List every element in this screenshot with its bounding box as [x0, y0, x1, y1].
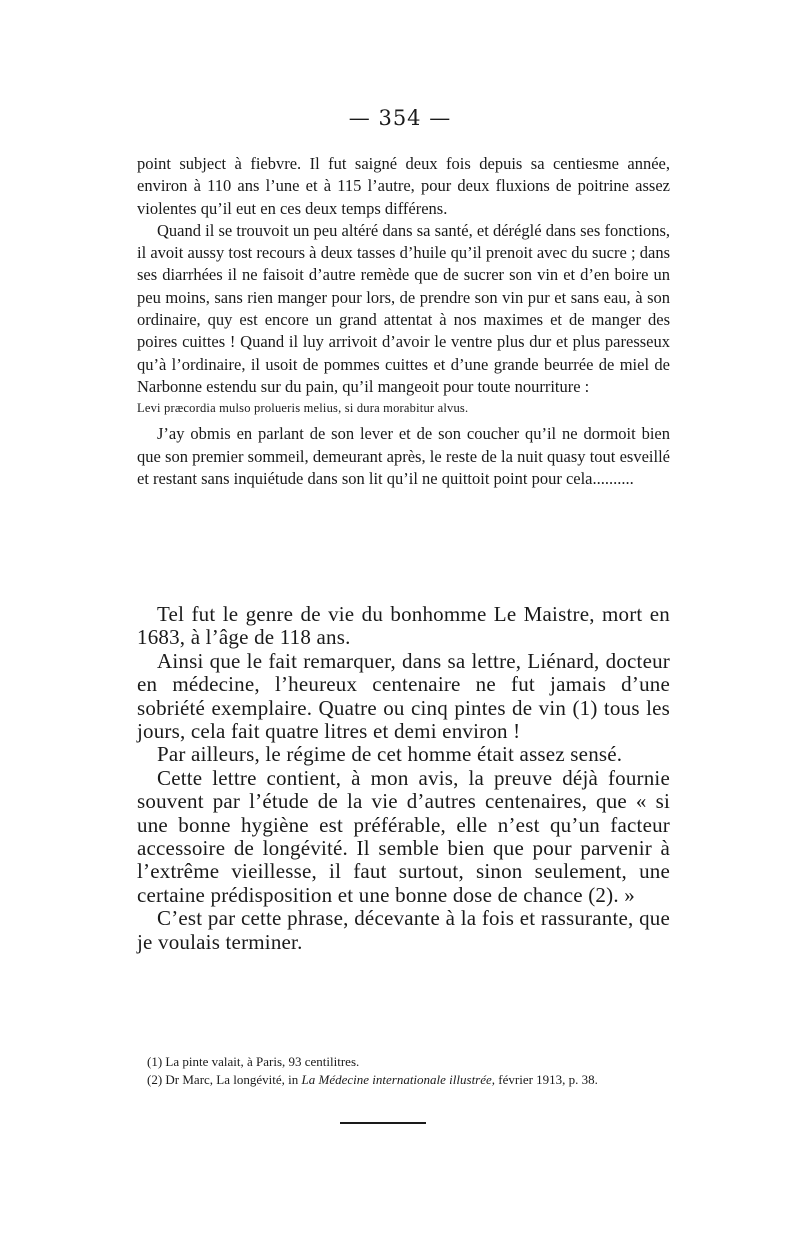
footnote-2	[137, 1071, 670, 1089]
paragraph-5: Ainsi que le fait remarquer, dans sa lettre, Liénard, docteur en médecine, l’heureux centenaire ne fut jamais d’une sobriété exemplaire. Quatre ou cinq pintes de vin (1) tous les jours, cela fait quatre litres et demi environ !	[137, 648, 670, 744]
body-text-large	[137, 603, 670, 954]
page-number: — 354 —	[348, 106, 452, 130]
latin-quote: Levi præcordia mulso prolueris melius, si dura morabitur alvus.	[137, 401, 469, 416]
footnote-1: (1) La pinte valait, à Paris, 93 centilitres.	[147, 1054, 360, 1069]
footnote-2-title: La Médecine internationale illustrée,	[301, 1071, 496, 1087]
paragraph-1: point subject à fiebvre. Il fut saigné deux fois depuis sa centiesme année, environ à 110 ans l’une et à 115 l’autre, pour deux fluxions de poitrine assez violentes qu’il eut en ces deux temps différens.	[137, 154, 670, 218]
footnote-2-prefix: (2) Dr Marc, La longévité, in	[147, 1071, 302, 1087]
paragraph-6: Par ailleurs, le régime de cet homme était assez sensé.	[157, 742, 623, 767]
paragraph-2: Quand il se trouvoit un peu altéré dans sa santé, et déréglé dans ses fonctions, il avoit aussy tost recours à deux tasses d’huile qu’il prenoit avec du sucre ; dans ses diarrhées il ne faisoit d’autre remède que de sucrer son vin et d’en boire un peu moins, sans rien manger pour lors, de prendre son vin pur et sans eau, à son ordinaire, quy est encore un grand attentat à nos maximes et de manger des poires cuittes ! Quand il luy arrivoit d’avoir le ventre plus dur et plus paresseux qu’à l’ordinaire, il usoit de pommes cuittes et d’une grande beurrée de miel de Narbonne estendu sur du pain, qu’il mangeoit pour toute nourriture :	[137, 220, 670, 396]
paragraph-8: C’est par cette phrase, décevante à la fois et rassurante, que je voulais terminer.	[137, 906, 670, 954]
body-text-small	[137, 153, 670, 490]
bottom-rule	[340, 1122, 426, 1124]
footnotes	[137, 1053, 670, 1088]
footnote-2-suffix: février 1913, p. 38.	[495, 1071, 598, 1087]
paragraph-7: Cette lettre contient, à mon avis, la preuve déjà fournie souvent par l’étude de la vie d’autres centenaires, que « si une bonne hygiène est préférable, elle n’est qu’un facteur accessoire de longévité. Il semble bien que pour parvenir à l’extrême vieillesse, il faut surtout, sinon seulement, une certaine prédisposition et une bonne dose de chance (2). »	[137, 765, 670, 907]
paragraph-3: J’ay obmis en parlant de son lever et de son coucher qu’il ne dormoit bien que son premier sommeil, demeurant après, le reste de la nuit quasy tout esveillé et restant sans inquiétude dans son lit qu’il ne quittoit point pour cela..........	[137, 424, 670, 488]
paragraph-4: Tel fut le genre de vie du bonhomme Le Maistre, mort en 1683, à l’âge de 118 ans.	[137, 602, 670, 650]
